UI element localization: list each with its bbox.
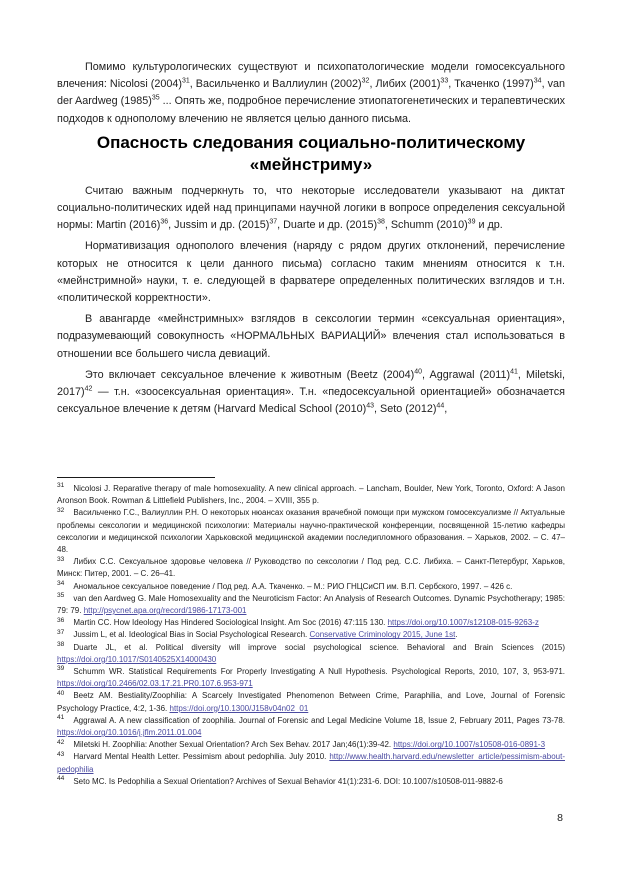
- intro-paragraph: [57, 59, 565, 128]
- footnote-ref: 36: [160, 218, 169, 226]
- footnote: [57, 690, 565, 714]
- footnote-ref: 39: [467, 218, 476, 226]
- text-run: Нормативизация однополого влечения (наряду с рядом других отклонений, перечисление которых не относится к цели данного письма) согласно таким мнениям относится к т.н. «мейнстримной» науки, т. е. следующей в фарватере определенных политических взглядов и т.н. «политической корректности».: [57, 240, 565, 305]
- text-run: ... Опять же, подробное перечисление этиопатогенетических и терапевтических подходов к однополому влечению не является целью данного письма.: [57, 95, 566, 125]
- footnote: [57, 751, 565, 775]
- text-run: van den Aardweg G. Male Homosexuality and the Neuroticism Factor: An Analysis of Research Outcomes. Dynamic Psychotherapy; 1985: 79: 79.: [57, 593, 565, 616]
- body-paragraph-4: [57, 367, 565, 419]
- footnote-ref: 43: [366, 402, 374, 410]
- footnote-ref: 40: [414, 368, 422, 376]
- text-run: , Васильченко и Валлиулин (2002): [189, 78, 362, 91]
- text-run: Aggrawal A. A new classification of zoophilia. Journal of Forensic and Legal Medicine Volume 18, Issue 2, February 2011, Pages 73-78.: [73, 715, 565, 725]
- footnote: [57, 507, 565, 556]
- footnote: [57, 739, 565, 751]
- footnote-number: 41: [57, 714, 65, 722]
- text-run: , Seto (2012): [374, 403, 437, 416]
- footnote-number: 37: [57, 628, 65, 636]
- footnote-number: 38: [57, 640, 65, 648]
- footnote: [57, 629, 565, 641]
- text-run: и др.: [475, 219, 503, 232]
- body-paragraph-3: [57, 311, 565, 363]
- footnote-ref: 33: [440, 77, 449, 85]
- text-run: , Ткаченко (1997): [448, 78, 534, 91]
- footnote-number: 35: [57, 592, 65, 600]
- text-run: Считаю важным подчеркнуть то, что некоторые исследователи указывают на диктат социально-политических идей над принципами научной логики в вопросе определения сексуальной нормы: Martin (2016): [57, 184, 565, 232]
- footnote-number: 32: [57, 506, 65, 514]
- footnote: [57, 776, 565, 788]
- text-run: Seto MC. Is Pedophilia a Sexual Orientation? Archives of Sexual Behavior 41(1):231-6. DOI: 10.1007/s10508-011-9882-6: [73, 776, 503, 786]
- text-run: Beetz AM. Bestiality/Zoophilia: A Scarcely Investigated Phenomenon Between Crime, Paraphilia, and Love, Journal of Forensic Psychology Practice, 4:2, 1-36.: [57, 691, 565, 713]
- hyperlink[interactable]: https://doi.org/10.1007/s10508-016-0891-3: [393, 740, 546, 750]
- footnote-ref: 32: [361, 77, 370, 85]
- text-run: , Aggrawal (2011): [421, 368, 511, 381]
- footnote-ref: 38: [377, 218, 385, 226]
- text-run: ,: [444, 403, 448, 416]
- hyperlink[interactable]: https://doi.org/10.1016/j.jflm.2011.01.004: [57, 728, 202, 738]
- hyperlink[interactable]: http://www.health.harvard.edu/newsletter_article/pessimism-about-pedophilia: [57, 752, 565, 774]
- text-run: В авангарде «мейнстримных» взглядов в сексологии термин «сексуальная ориентация», подразумевающий совокупность «НОРМАЛЬНЫХ ВАРИАЦИЙ» влечения стал использоваться в отношении все большего числа девиаций.: [57, 313, 565, 360]
- section-heading: Опасность следования социально-политическому «мейнстриму»: [96, 132, 526, 175]
- hyperlink[interactable]: https://doi.org/10.2466/02.03.17.21.PR0.107.6.953-971: [57, 679, 253, 689]
- footnote: [57, 593, 565, 617]
- text-run: Либих С.С. Сексуальное здоровье человека // Руководство по сексологии / Под ред. С.С. Либиха. – Санкт-Петербург, Харьков, Минск: Питер, 2001. – С. 26–41.: [57, 557, 565, 579]
- text-run: Martin CC. How Ideology Has Hindered Sociological Insight. Am Soc (2016) 47:115 130.: [73, 618, 388, 628]
- text-run: Васильченко Г.С., Валиуллин Р.Н. О некоторых нюансах оказания врачебной помощи при мужском гомосексуализме // Актуальные проблемы сексологии и медицинской психологии: Материалы научно-практической конференции, посвященной 15-летию кафедры сексологии и медицинской психологии Харьковской медицинской академии последипломного образования. – Харьков, 2002. – С. 47–48.: [57, 508, 565, 555]
- text-run: Аномальное сексуальное поведение / Под ред. А.А. Ткаченко. – М.: РИО ГНЦСиСП им. В.П. Сербского, 1997. – 426 с.: [73, 581, 513, 591]
- footnote-number: 36: [57, 616, 65, 624]
- footnote-number: 40: [57, 689, 65, 697]
- footnote-ref: 42: [84, 385, 93, 393]
- footnotes-section: [57, 477, 565, 788]
- page-number: 8: [557, 812, 563, 824]
- page-content: [57, 0, 565, 422]
- text-run: — т.н. «зоосексуальная ориентация». Т.н. «педосексуальной ориентацией» обозначается сексуальное влечение к детям (Harvard Medical School (2010): [57, 386, 565, 416]
- hyperlink[interactable]: http://psycnet.apa.org/record/1986-17173-001: [83, 606, 247, 616]
- body-paragraph-1: [57, 183, 565, 235]
- hyperlink[interactable]: https://doi.org/10.1007/s12108-015-9263-z: [387, 618, 539, 628]
- hyperlink[interactable]: Conservative Criminology 2015, June 1st: [309, 630, 456, 640]
- text-run: .: [455, 630, 458, 640]
- text-run: , Jussim и др. (2015): [168, 219, 270, 232]
- text-run: Duarte JL, et al. Political diversity will improve social psychological science. Behavioral and Brain Sciences (2015): [73, 642, 565, 652]
- footnote: [57, 556, 565, 580]
- text-run: Miletski H. Zoophilia: Another Sexual Orientation? Arch Sex Behav. 2017 Jan;46(1):39-42.: [73, 740, 394, 750]
- text-run: , Miletski, 2017): [57, 368, 565, 399]
- text-run: , Duarte и др. (2015): [277, 219, 378, 232]
- text-run: Это включает сексуальное влечение к животным (Beetz (2004): [85, 368, 415, 381]
- text-run: Jussim L, et al. Ideological Bias in Social Psychological Research.: [73, 630, 310, 640]
- footnote-separator: [57, 477, 215, 478]
- footnote: [57, 642, 565, 666]
- footnote-ref: 35: [151, 94, 160, 102]
- text-run: Помимо культурологических существуют и психопатологические модели гомосексуального влечения: Nicolosi (2004): [57, 61, 565, 91]
- text-run: Harvard Mental Health Letter. Pessimism about pedophilia. July 2010.: [73, 752, 330, 762]
- footnote-ref: 37: [269, 218, 278, 226]
- text-run: , van der Aardweg (1985): [57, 78, 565, 108]
- text-run: Schumm WR. Statistical Requirements For Properly Investigating A Null Hypothesis. Psychological Reports, 2010, 107, 3, 953-971.: [73, 667, 565, 677]
- footnote-ref: 31: [181, 77, 190, 85]
- hyperlink[interactable]: https://doi.org/10.1017/S0140525X14000430: [57, 654, 217, 664]
- text-run: , Либих (2001): [369, 78, 441, 91]
- footnote-number: 43: [57, 750, 65, 758]
- body-paragraph-2: [57, 238, 565, 307]
- footnote-number: 39: [57, 665, 65, 673]
- footnote-number: 34: [57, 579, 65, 587]
- footnote: [57, 581, 565, 593]
- footnote: [57, 483, 565, 507]
- hyperlink[interactable]: https://doi.org/10.1300/J158v04n02_01: [169, 703, 309, 713]
- footnote-ref: 41: [510, 368, 518, 376]
- footnotes-list: [57, 483, 565, 788]
- footnote: [57, 666, 565, 690]
- footnote-number: 44: [57, 775, 65, 783]
- footnote-ref: 34: [533, 77, 542, 85]
- footnote-number: 33: [57, 555, 65, 563]
- footnote-number: 42: [57, 738, 65, 746]
- text-run: Nicolosi J. Reparative therapy of male homosexuality. A new clinical approach. – Lancham, Boulder, New York, Toronto, Oxford: A Jason Aronson Book. Rowman & Littlefield Publishers, Inc., 2004. – XVIII, 355 p.: [57, 484, 565, 506]
- footnote-number: 31: [57, 482, 65, 490]
- footnote: [57, 715, 565, 739]
- footnote-ref: 44: [436, 402, 445, 410]
- text-run: , Schumm (2010): [384, 219, 468, 232]
- footnote: [57, 617, 565, 629]
